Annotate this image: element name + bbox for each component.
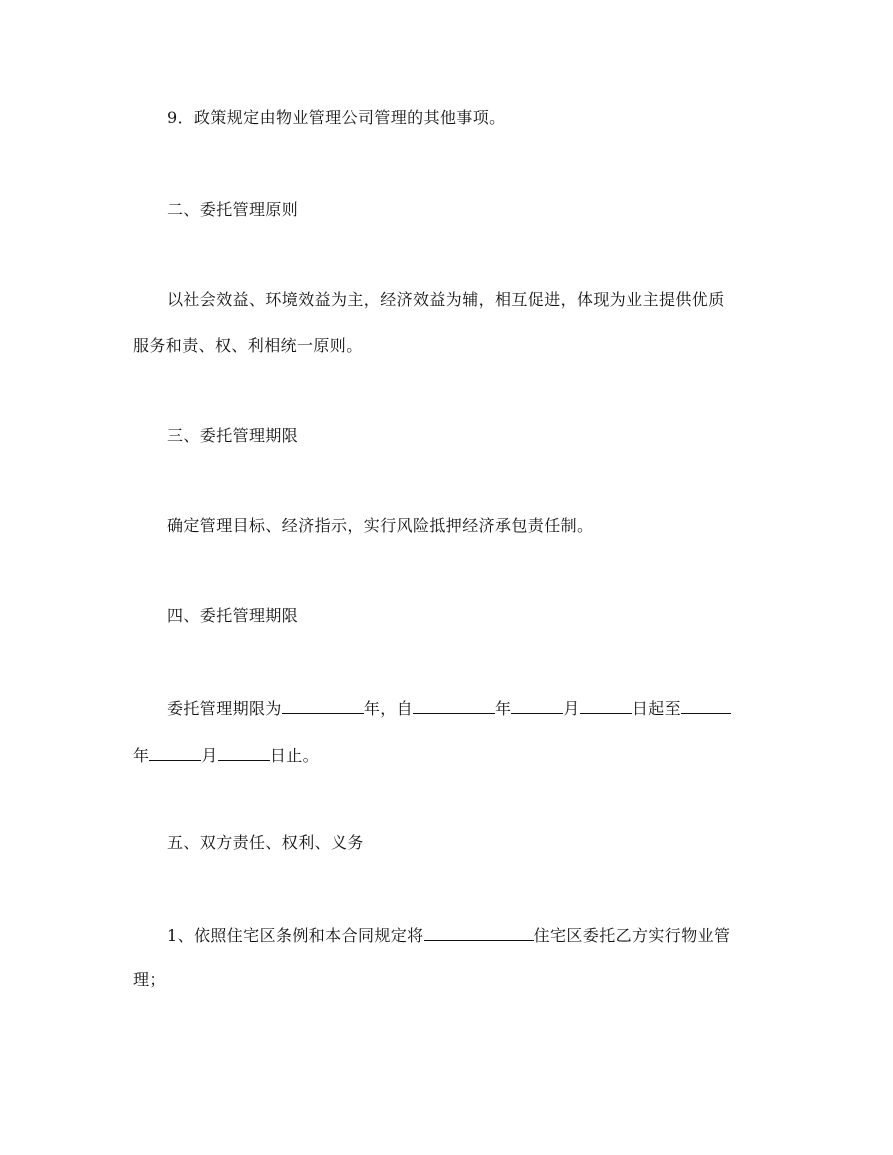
section-5-item-1-line-2: 理；	[133, 970, 166, 989]
start-year-blank[interactable]	[413, 697, 495, 714]
term-year-from: 年，自	[363, 699, 414, 718]
section-5-heading: 五、双方责任、权利、义务	[167, 833, 364, 852]
item-1-suffix: 住宅区委托乙方实行物业管	[533, 926, 731, 945]
term-line-1	[167, 697, 731, 719]
term-line-2	[133, 744, 319, 766]
term2-month-unit: 月	[201, 746, 218, 765]
section-4-heading: 四、委托管理期限	[167, 606, 299, 625]
section-5-item-1-line-1	[167, 924, 730, 946]
term-prefix: 委托管理期限为	[167, 699, 282, 718]
end-day-blank[interactable]	[218, 744, 270, 761]
section-2-paragraph-line-2: 服务和责、权、利相统一原则。	[133, 336, 363, 355]
term2-end: 日止。	[269, 746, 320, 765]
section-2-heading: 二、委托管理原则	[167, 200, 299, 219]
section-3-heading: 三、委托管理期限	[167, 426, 299, 445]
years-blank[interactable]	[282, 697, 364, 714]
residential-area-blank[interactable]	[424, 924, 534, 941]
section-2-paragraph-line-1: 以社会效益、环境效益为主，经济效益为辅，相互促进，体现为业主提供优质	[167, 290, 725, 309]
item-9-text: 9．政策规定由物业管理公司管理的其他事项。	[167, 108, 506, 127]
start-day-blank[interactable]	[580, 697, 632, 714]
end-year-blank[interactable]	[681, 697, 731, 714]
start-month-blank[interactable]	[511, 697, 563, 714]
section-3-paragraph: 确定管理目标、经济指示，实行风险抵押经济承包责任制。	[167, 516, 594, 535]
term-day-to: 日起至	[631, 699, 682, 718]
term-year-unit: 年	[495, 699, 512, 718]
term2-year-unit: 年	[133, 746, 150, 765]
term-month-unit: 月	[563, 699, 580, 718]
end-month-blank[interactable]	[149, 744, 201, 761]
item-1-prefix: 1、依照住宅区条例和本合同规定将	[167, 926, 424, 945]
